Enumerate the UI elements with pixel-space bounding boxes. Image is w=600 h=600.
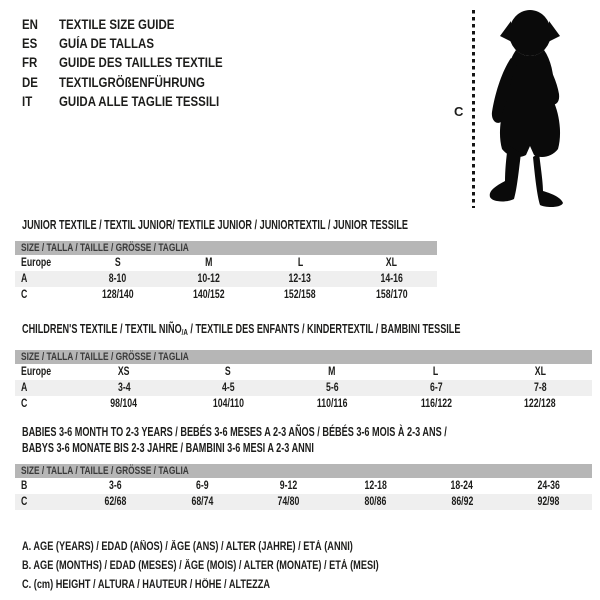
lang-row-fr — [22, 53, 252, 72]
cell: L — [433, 366, 439, 378]
row-label: Europe — [21, 257, 52, 269]
cell: XS — [118, 366, 130, 378]
cell: M — [205, 257, 213, 269]
size-header-band: SIZE / TALLA / TAILLE / GRÖSSE / TAGLIA — [15, 241, 437, 255]
section-title-babies: BABIES 3-6 MONTH TO 2-3 YEARS / BEBÉS 3-6 MESES A 2-3 AÑOS / BÉBÉS 3-6 MOIS À 2-3 ANS / BABYS 3-6 MONATE BIS 2-3 JAHRE / BAMBINI 3-6 MESI A 2-3 ANNI — [22, 425, 447, 456]
lang-code: IT — [22, 93, 33, 109]
cell: 12-13 — [288, 273, 312, 285]
lang-title: GUÍA DE TALLAS — [59, 36, 154, 52]
height-measure-label: C — [454, 104, 464, 119]
table-row — [15, 271, 437, 287]
size-header-band: SIZE / TALLA / TAILLE / GRÖSSE / TAGLIA — [15, 350, 592, 364]
row-label: C — [21, 496, 28, 508]
cell: 110/116 — [316, 398, 348, 410]
row-label: A — [21, 382, 28, 394]
cell: 116/122 — [420, 398, 452, 410]
row-label: A — [21, 273, 28, 285]
cell: 140/152 — [193, 289, 225, 301]
babies-size-table — [15, 464, 592, 510]
cell: 122/128 — [524, 398, 556, 410]
cell: 68/74 — [191, 496, 213, 508]
cell: 3-4 — [117, 382, 131, 394]
cell: M — [328, 366, 336, 378]
cell: 6-7 — [429, 382, 443, 394]
lang-title: GUIDA ALLE TAGLIE TESSILI — [59, 93, 220, 109]
cell: L — [297, 257, 303, 269]
cell: 14-16 — [380, 273, 403, 285]
height-dash-line — [472, 10, 475, 208]
cell: 6-9 — [195, 480, 209, 492]
cell: 8-10 — [108, 273, 127, 285]
cell: 4-5 — [221, 382, 235, 394]
table-row — [15, 396, 592, 412]
cell: XL — [385, 257, 397, 269]
lang-row-en — [22, 15, 252, 34]
children-size-table — [15, 350, 592, 412]
row-label: Europe — [21, 366, 52, 378]
cell: S — [225, 366, 231, 378]
cell: 152/158 — [284, 289, 316, 301]
table-row — [15, 478, 592, 494]
cell: 18-24 — [450, 480, 474, 492]
cell: S — [114, 257, 121, 269]
cell: 9-12 — [279, 480, 298, 492]
cell: 158/170 — [375, 289, 408, 301]
legend-footnotes — [22, 538, 468, 594]
row-label: C — [21, 289, 28, 301]
lang-code: ES — [22, 36, 38, 52]
cell: 10-12 — [197, 273, 221, 285]
lang-row-it — [22, 92, 252, 111]
section-title-children: CHILDREN'S TEXTILE / TEXTIL NIÑO/A / TEXTILE DES ENFANTS / KINDERTEXTIL / BAMBINI TESSILE — [22, 322, 461, 337]
section-title-junior: JUNIOR TEXTILE / TEXTIL JUNIOR/ TEXTILE JUNIOR / JUNIORTEXTIL / JUNIOR TESSILE — [22, 218, 409, 232]
junior-size-table — [15, 241, 437, 303]
lang-row-es — [22, 34, 252, 53]
cell: 104/110 — [212, 398, 244, 410]
cell: 86/92 — [451, 496, 473, 508]
language-title-block — [22, 15, 252, 111]
cell: 12-18 — [364, 480, 387, 492]
lang-title: TEXTILGRÖßENFÜHRUNG — [59, 74, 205, 90]
lang-title: TEXTILE SIZE GUIDE — [59, 17, 175, 32]
table-row — [15, 494, 592, 510]
footnote-c: C. (cm) HEIGHT / ALTURA / HAUTEUR / HÖHE / ALTEZZA — [22, 578, 271, 591]
lang-title: GUIDE DES TAILLES TEXTILE — [59, 55, 223, 71]
subscript-a: /A — [181, 327, 188, 337]
lang-code: DE — [22, 74, 38, 90]
lang-row-de — [22, 73, 252, 92]
table-row — [15, 255, 437, 271]
cell: 62/68 — [104, 496, 127, 508]
cell: 92/98 — [537, 496, 560, 508]
row-label: B — [21, 480, 28, 492]
cell: 3-6 — [109, 480, 122, 492]
cell: 128/140 — [101, 289, 134, 301]
lang-code: FR — [22, 55, 38, 71]
footnote-a: A. AGE (YEARS) / EDAD (AÑOS) / ÂGE (ANS) / ALTER (JAHRE) / ETÀ (ANNI) — [22, 541, 353, 553]
table-row — [15, 287, 437, 303]
cell: 24-36 — [537, 480, 560, 492]
cell: 7-8 — [533, 382, 547, 394]
cell: 80/86 — [364, 496, 387, 508]
lang-code: EN — [22, 17, 38, 32]
table-row — [15, 364, 592, 380]
cell: XL — [534, 366, 546, 378]
baby-silhouette-icon — [483, 8, 595, 210]
size-header-band: SIZE / TALLA / TAILLE / GRÖSSE / TAGLIA — [15, 464, 592, 478]
row-label: C — [21, 398, 28, 410]
footnote-b: B. AGE (MONTHS) / EDAD (MESES) / ÂGE (MOIS) / ALTER (MONATE) / ETÀ (MESI) — [22, 559, 379, 572]
cell: 98/104 — [110, 398, 138, 410]
table-row — [15, 380, 592, 396]
cell: 5-6 — [325, 382, 339, 394]
cell: 74/80 — [277, 496, 300, 508]
